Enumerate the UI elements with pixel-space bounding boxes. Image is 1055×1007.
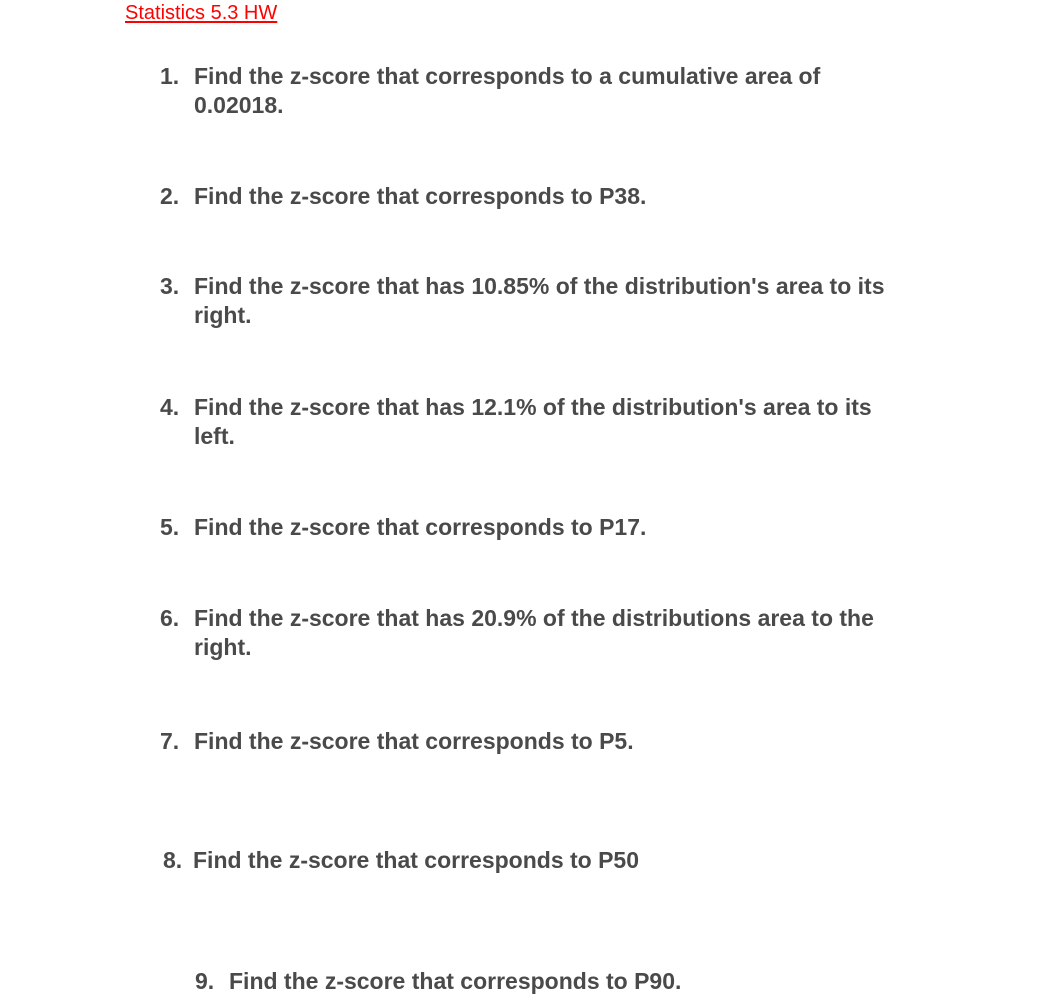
question-text: Find the z-score that corresponds to a cumulative area of	[194, 63, 821, 89]
question-number: 9.	[195, 968, 215, 994]
question-text-continued: left.	[194, 423, 235, 449]
question-text: Find the z-score that corresponds to P5.	[194, 728, 634, 754]
question-text: Find the z-score that corresponds to P50	[193, 847, 640, 873]
question-5	[160, 513, 646, 542]
question-text-continued: right.	[194, 302, 252, 328]
question-text: Find the z-score that corresponds to P38.	[194, 183, 647, 209]
question-text: Find the z-score that has 10.85% of the distribution's area to its	[194, 273, 885, 299]
question-number: 6.	[160, 605, 180, 631]
question-number: 5.	[160, 514, 180, 540]
question-7	[160, 727, 634, 756]
question-9	[195, 967, 681, 996]
question-text-continued: right.	[194, 634, 252, 660]
question-number: 7.	[160, 728, 180, 754]
question-2	[160, 182, 646, 211]
question-6	[160, 604, 874, 662]
question-number: 4.	[160, 394, 180, 420]
question-4	[160, 393, 872, 451]
question-text: Find the z-score that has 20.9% of the distributions area to the	[194, 605, 874, 631]
question-3	[160, 272, 884, 330]
question-1	[160, 62, 820, 120]
question-number: 8.	[163, 847, 183, 873]
question-8	[163, 846, 639, 875]
document-title-link[interactable]: Statistics 5.3 HW	[125, 2, 278, 24]
question-text: Find the z-score that corresponds to P17.	[194, 514, 647, 540]
question-number: 3.	[160, 273, 180, 299]
question-text: Find the z-score that has 12.1% of the distribution's area to its	[194, 394, 872, 420]
question-text: Find the z-score that corresponds to P90.	[229, 968, 682, 994]
question-number: 2.	[160, 183, 180, 209]
question-number: 1.	[160, 63, 180, 89]
question-text-continued: 0.02018.	[194, 92, 284, 118]
